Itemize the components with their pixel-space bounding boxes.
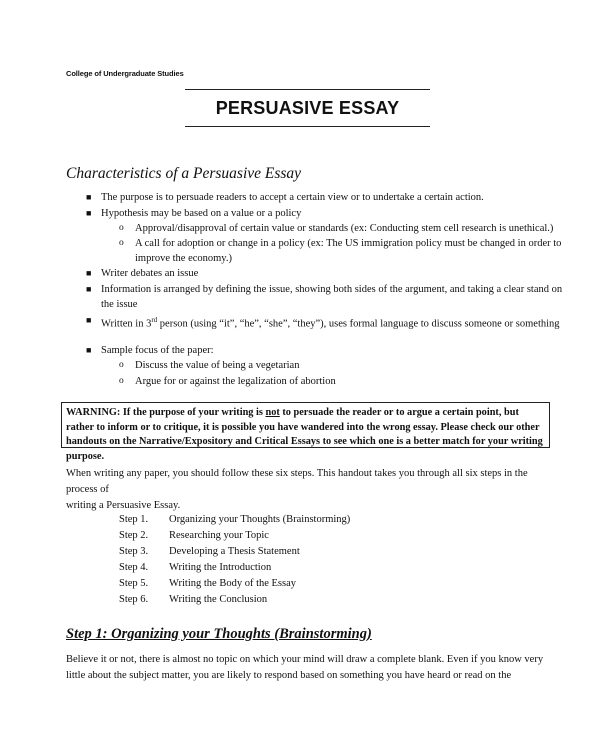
step-text: Writing the Conclusion: [169, 594, 268, 605]
bullet-icon: ■: [86, 315, 92, 325]
step-label: Step 5.: [119, 578, 149, 589]
step1-paragraph: Believe it or not, there is almost no topic on which your mind will draw a complete blank. Even if you know very little about the subject matter, you are likely to respond based on something you have heard or read on the: [66, 654, 544, 681]
bullet-text: Information is arranged by defining the issue, showing both sides of the argument, and taking a clear stand on: [101, 284, 563, 295]
sub-bullet-icon: o: [119, 238, 124, 248]
step-text: Organizing your Thoughts (Brainstorming): [169, 514, 351, 525]
step-text: Researching your Topic: [169, 530, 269, 541]
sub-bullet-text: A call for adoption or change in a policy (ex: The US immigration policy must be changed in order to: [135, 238, 562, 249]
step-label: Step 2.: [119, 530, 149, 541]
intro-paragraph: When writing any paper, you should follow these six steps. This handout takes you through all six steps in the process of writing a Persuasive Essay.: [66, 468, 528, 511]
step-text: Developing a Thesis Statement: [169, 546, 300, 557]
sub-bullet-text: Discuss the value of being a vegetarian: [135, 360, 300, 371]
sub-bullet-text: Argue for or against the legalization of abortion: [135, 376, 336, 387]
bullet-text: Written in 3rd person (using “it”, “he”, “she”, “they”), uses formal language to discuss someone or something: [101, 316, 560, 330]
warning-not: not: [265, 407, 280, 418]
step-text: Writing the Introduction: [169, 562, 272, 573]
bullet-text: Hypothesis may be based on a value or a policy: [101, 208, 302, 219]
sub-bullet-icon: o: [119, 376, 124, 386]
page-title: PERSUASIVE ESSAY: [185, 89, 430, 127]
step-label: Step 1.: [119, 514, 149, 525]
sub-bullet-text: Approval/disapproval of certain value or standards (ex: Conducting stem cell research is unethical.): [135, 223, 554, 234]
org-name: College of Undergraduate Studies: [66, 69, 184, 78]
sub-bullet-icon: o: [119, 223, 124, 233]
warning-box: WARNING: If the purpose of your writing is not to persuade the reader or to argue a certain point, but rather to inform or to critique, it is possible you have wandered into the wrong essay. Please check our other handouts on the Narrative/Expository and Critical Essays to see which one is a better match for your writing purpose.: [61, 402, 550, 448]
step-text: Writing the Body of the Essay: [169, 578, 297, 589]
bullet-icon: ■: [86, 192, 92, 202]
step-label: Step 3.: [119, 546, 149, 557]
bullet-text: Writer debates an issue: [101, 268, 199, 279]
section-heading-step1: Step 1: Organizing your Thoughts (Brainstorming): [66, 626, 372, 642]
sub-bullet-icon: o: [119, 360, 124, 370]
bullet-icon: ■: [86, 208, 92, 218]
section-heading-characteristics: Characteristics of a Persuasive Essay: [66, 165, 302, 182]
step-label: Step 4.: [119, 562, 149, 573]
bullet-icon: ■: [86, 345, 92, 355]
bullet-text-cont: the issue: [101, 299, 138, 310]
bullet-text: The purpose is to persuade readers to accept a certain view or to undertake a certain action.: [101, 192, 484, 203]
bullet-text: Sample focus of the paper:: [101, 345, 214, 356]
sub-bullet-text-cont: improve the economy.): [135, 253, 232, 264]
step-label: Step 6.: [119, 594, 149, 605]
bullet-icon: ■: [86, 284, 92, 294]
bullet-icon: ■: [86, 268, 92, 278]
